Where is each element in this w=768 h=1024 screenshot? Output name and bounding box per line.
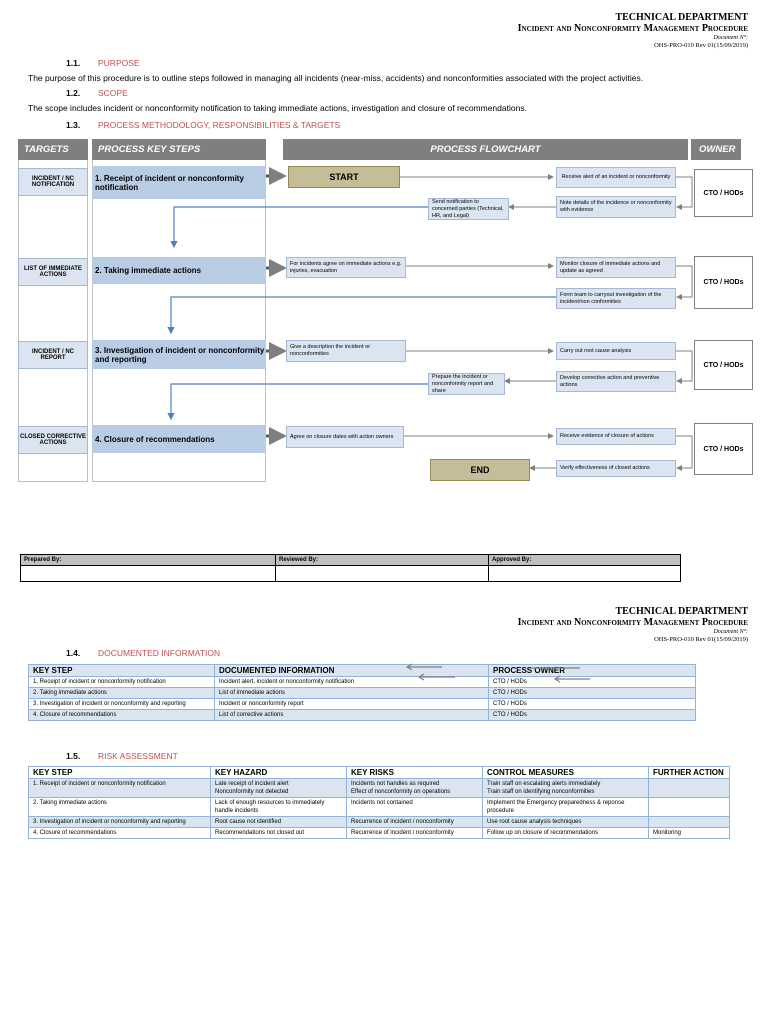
doc-header-documented: DOCUMENTED INFORMATION: [215, 665, 489, 677]
box-monitor-closure: Monitor closure of immediate actions and update as agreed: [556, 257, 676, 278]
table-cell: Use root cause analysis techniques: [483, 817, 649, 828]
box-receive-alert: Receive alert of an incident or nonconformity: [556, 167, 676, 188]
revision-label: OHS-PRO-010 Rev 01(15/09/2019): [654, 42, 748, 49]
box-agree-immediate: For incidents agree on immediate actions e.g. injuries, evacuation: [286, 257, 406, 278]
risk-header-risks: KEY RISKS: [347, 767, 483, 779]
risk-header-hazard: KEY HAZARD: [211, 767, 347, 779]
table-cell: Incidents not handles as required Effect of nonconformity on operations: [347, 779, 483, 798]
table-cell: CTO / HODs: [489, 710, 696, 721]
procedure-title: Incident and Nonconformity Management Procedure: [517, 23, 748, 34]
targets-header: TARGETS: [18, 139, 88, 160]
table-cell: Follow up on closure of recommendations: [483, 828, 649, 839]
table-cell: Incident alert, incident or nonconformity notification: [215, 677, 489, 688]
table-cell: Root cause not identified: [211, 817, 347, 828]
doc-header-key-step: KEY STEP: [29, 665, 215, 677]
step-immediate-actions: 2. Taking immediate actions: [92, 257, 266, 284]
table-cell: 3. Investigation of incident or nonconformity and reporting: [29, 817, 211, 828]
table-cell: CTO / HODs: [489, 688, 696, 699]
table-cell: Recommendations not closed out: [211, 828, 347, 839]
scope-text: The scope includes incident or nonconformity notification to taking immediate actions, investigation and closure of recommendations.: [28, 103, 527, 113]
flowchart-header: PROCESS FLOWCHART: [283, 139, 688, 160]
table-cell: Lack of enough resources to immediately handle incidents: [211, 798, 347, 817]
documented-title: DOCUMENTED INFORMATION: [98, 648, 221, 658]
table-cell: List of corrective actions: [215, 710, 489, 721]
scope-title: SCOPE: [98, 88, 128, 98]
box-agree-closure: Agree on closure dates with action owners: [286, 426, 404, 448]
table-cell: Incident or nonconformity report: [215, 699, 489, 710]
risk-header-controls: CONTROL MEASURES: [483, 767, 649, 779]
risk-assessment-table: [28, 766, 730, 839]
doc-header-owner: PROCESS OWNER: [489, 665, 696, 677]
box-receive-evidence: Receive evidence of closure of actions: [556, 428, 676, 445]
risk-number: 1.5.: [66, 751, 81, 761]
scope-number: 1.2.: [66, 88, 81, 98]
table-cell: Recurrence of incident / nonconformity: [347, 817, 483, 828]
step-closure: 4. Closure of recommendations: [92, 425, 266, 453]
table-cell: 2. Taking immediate actions: [29, 688, 215, 699]
department-title-2: TECHNICAL DEPARTMENT: [615, 606, 748, 617]
owner-header: OWNER: [691, 139, 741, 160]
table-cell: 2. Taking immediate actions: [29, 798, 211, 817]
purpose-text: The purpose of this procedure is to outline steps followed in managing all incidents (near-miss, accidents) and nonconformities associated with the project activities.: [28, 73, 644, 83]
table-cell: [649, 798, 730, 817]
table-cell: CTO / HODs: [489, 699, 696, 710]
owner-step-3: CTO / HODs: [694, 340, 753, 390]
box-prepare-report: Prepare the incident or nonconformity report and share: [428, 373, 505, 395]
procedure-title-2: Incident and Nonconformity Management Procedure: [517, 617, 748, 628]
risk-header-key-step: KEY STEP: [29, 767, 211, 779]
target-incident-notification: INCIDENT / NC NOTIFICATION: [18, 168, 88, 196]
box-send-notification: Send notification to concerned parties (Technical, HR, and Legal): [428, 198, 509, 220]
prepared-by-label: Prepared By:: [21, 555, 276, 566]
box-form-team: Form team to carryout investigation of the incident/non conformities: [556, 288, 676, 309]
table-cell: Recurrence of incident / nonconformity: [347, 828, 483, 839]
table-cell: 1. Receipt of incident or nonconformity notification: [29, 677, 215, 688]
owner-step-1: CTO / HODs: [694, 169, 753, 217]
table-cell: 1. Receipt of incident or nonconformity notification: [29, 779, 211, 798]
table-cell: List of immediate actions: [215, 688, 489, 699]
box-root-cause: Carry out root cause analysis: [556, 342, 676, 360]
risk-header-further: FURTHER ACTION: [649, 767, 730, 779]
table-cell: Train staff on escalating alerts immediately Train staff on identifying nonconformities: [483, 779, 649, 798]
department-title: TECHNICAL DEPARTMENT: [615, 12, 748, 23]
table-cell: [649, 817, 730, 828]
table-cell: 3. Investigation of incident or nonconformity and reporting: [29, 699, 215, 710]
revision-label-2: OHS-PRO-010 Rev 01(15/09/2019): [654, 636, 748, 643]
document-number-label: Document N°:: [713, 35, 748, 41]
approved-by-label: Approved By:: [489, 555, 681, 566]
table-cell: Implement the Emergency preparedness & reponse procedure: [483, 798, 649, 817]
documented-number: 1.4.: [66, 648, 81, 658]
table-cell: [649, 779, 730, 798]
start-terminal: START: [288, 166, 400, 188]
methodology-number: 1.3.: [66, 120, 81, 130]
steps-header: PROCESS KEY STEPS: [92, 139, 266, 160]
methodology-title: PROCESS METHODOLOGY, RESPONSIBILITIES & TARGETS: [98, 120, 341, 130]
table-cell: Monitoring: [649, 828, 730, 839]
table-cell: CTO / HODs: [489, 677, 696, 688]
end-terminal: END: [430, 459, 530, 481]
box-give-description: Give a description the incident or nonconformities: [286, 340, 406, 362]
risk-title: RISK ASSESSMENT: [98, 751, 178, 761]
purpose-title: PURPOSE: [98, 58, 140, 68]
target-immediate-actions: LIST OF IMMEDIATE ACTIONS: [18, 258, 88, 286]
table-cell: 4. Closure of recommendations: [29, 710, 215, 721]
box-verify: Verify effectiveness of closed actions: [556, 460, 676, 477]
document-number-label-2: Document N°:: [713, 629, 748, 635]
table-cell: Incidents not contained: [347, 798, 483, 817]
target-closed-actions: CLOSED CORRECTIVE ACTIONS: [18, 426, 88, 454]
owner-step-4: CTO / HODs: [694, 423, 753, 475]
step-investigation: 3. Investigation of incident or nonconformity and reporting: [92, 340, 266, 369]
table-cell: 4. Closure of recommendations: [29, 828, 211, 839]
owner-step-2: CTO / HODs: [694, 256, 753, 309]
step-receipt: 1. Receipt of incident or nonconformity notification: [92, 166, 266, 199]
table-cell: Late receipt of incident alert Nonconformity not detected: [211, 779, 347, 798]
reviewed-by-label: Reviewed By:: [276, 555, 489, 566]
purpose-number: 1.1.: [66, 58, 81, 68]
box-note-details: Note details of the incidence or nonconformity with evidence: [556, 196, 676, 218]
target-incident-report: INCIDENT / NC REPORT: [18, 341, 88, 369]
box-develop-corrective: Develop corrective action and preventive actions: [556, 371, 676, 392]
